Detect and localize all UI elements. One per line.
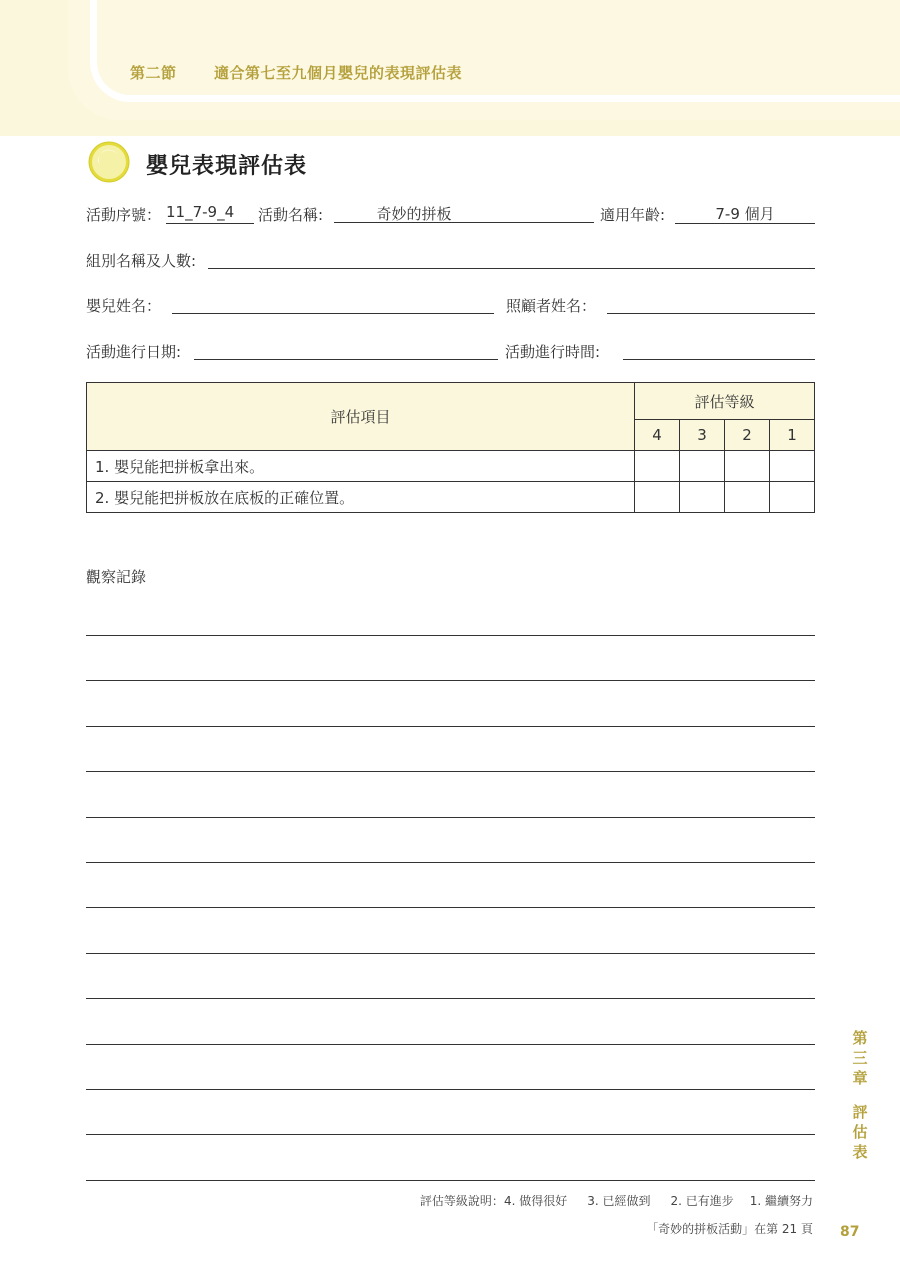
title-circle-icon (88, 141, 130, 183)
activity-no-field[interactable]: 11_7-9_4 (166, 203, 254, 224)
sidebar-char: 估 (852, 1123, 868, 1141)
evaluation-table (86, 382, 815, 513)
time-label: 活動進行時間: (505, 343, 601, 361)
section-label: 第二節 (130, 64, 177, 82)
observation-line[interactable] (86, 726, 815, 727)
baby-name-label: 嬰兒姓名： (86, 297, 162, 315)
baby-name-field[interactable] (172, 293, 494, 314)
grade-cell[interactable] (680, 451, 725, 482)
observation-line[interactable] (86, 1089, 815, 1090)
activity-name-label: 活動名稱: (258, 206, 324, 224)
grade-2-header: 2 (725, 420, 770, 451)
observation-line[interactable] (86, 1044, 815, 1045)
grade-cell[interactable] (725, 451, 770, 482)
sidebar-char: 評 (852, 1103, 868, 1121)
activity-no-label: 活動序號： (86, 206, 162, 224)
observation-line[interactable] (86, 862, 815, 863)
activity-reference: 「奇妙的拼板活動」在第 21 頁 (646, 1222, 813, 1236)
table-row (87, 451, 815, 482)
observation-label: 觀察記錄 (86, 568, 147, 586)
observation-line[interactable] (86, 907, 815, 908)
observation-line[interactable] (86, 635, 815, 636)
age-label: 適用年齡: (600, 206, 666, 224)
group-label: 組別名稱及人數: (86, 252, 197, 270)
carer-name-field[interactable] (607, 293, 815, 314)
observation-line[interactable] (86, 1180, 815, 1181)
item-1: 1. 嬰兒能把拼板拿出來。 (87, 451, 635, 482)
grade-legend (420, 1192, 813, 1209)
legend-grade-4: 4. 做得很好 (503, 1194, 568, 1208)
form-title: 嬰兒表現評估表 (146, 154, 308, 179)
grade-cell[interactable] (770, 451, 815, 482)
grade-cell[interactable] (725, 482, 770, 513)
observation-line[interactable] (86, 953, 815, 954)
group-field[interactable] (208, 248, 815, 269)
legend-grade-1: 1. 繼續努力 (749, 1194, 813, 1208)
observation-line[interactable] (86, 817, 815, 818)
page-number: 87 (840, 1224, 860, 1240)
section-title: 適合第七至九個月嬰兒的表現評估表 (214, 64, 463, 82)
observation-line[interactable] (86, 771, 815, 772)
item-2: 2. 嬰兒能把拼板放在底板的正確位置。 (87, 482, 635, 513)
sidebar-char: 表 (852, 1143, 868, 1161)
sidebar-char: 第 (852, 1029, 868, 1047)
activity-name-field[interactable]: 奇妙的拼板 (334, 203, 594, 223)
grade-cell[interactable] (635, 482, 680, 513)
grade-3-header: 3 (680, 420, 725, 451)
header-stripe (90, 0, 900, 102)
table-row (87, 482, 815, 513)
grade-cell[interactable] (770, 482, 815, 513)
grade-4-header: 4 (635, 420, 680, 451)
legend-prefix: 評估等級說明： (419, 1194, 504, 1208)
legend-grade-3: 3. 已經做到 (587, 1194, 651, 1208)
grade-1-header: 1 (770, 420, 815, 451)
chapter-sidebar (850, 1028, 870, 1162)
date-label: 活動進行日期: (86, 343, 182, 361)
observation-line[interactable] (86, 1134, 815, 1135)
sidebar-char: 三 (852, 1049, 868, 1067)
age-field[interactable]: 7-9 個月 (675, 203, 815, 224)
grade-cell[interactable] (635, 451, 680, 482)
carer-name-label: 照顧者姓名： (506, 297, 597, 315)
sidebar-char: 章 (852, 1069, 868, 1087)
header-text (130, 62, 462, 83)
grade-cell[interactable] (680, 482, 725, 513)
time-field[interactable] (623, 339, 815, 360)
date-field[interactable] (194, 339, 498, 360)
legend-grade-2: 2. 已有進步 (670, 1194, 734, 1208)
item-header: 評估項目 (87, 383, 635, 451)
observation-line[interactable] (86, 998, 815, 999)
observation-line[interactable] (86, 680, 815, 681)
grade-header: 評估等級 (635, 383, 815, 420)
